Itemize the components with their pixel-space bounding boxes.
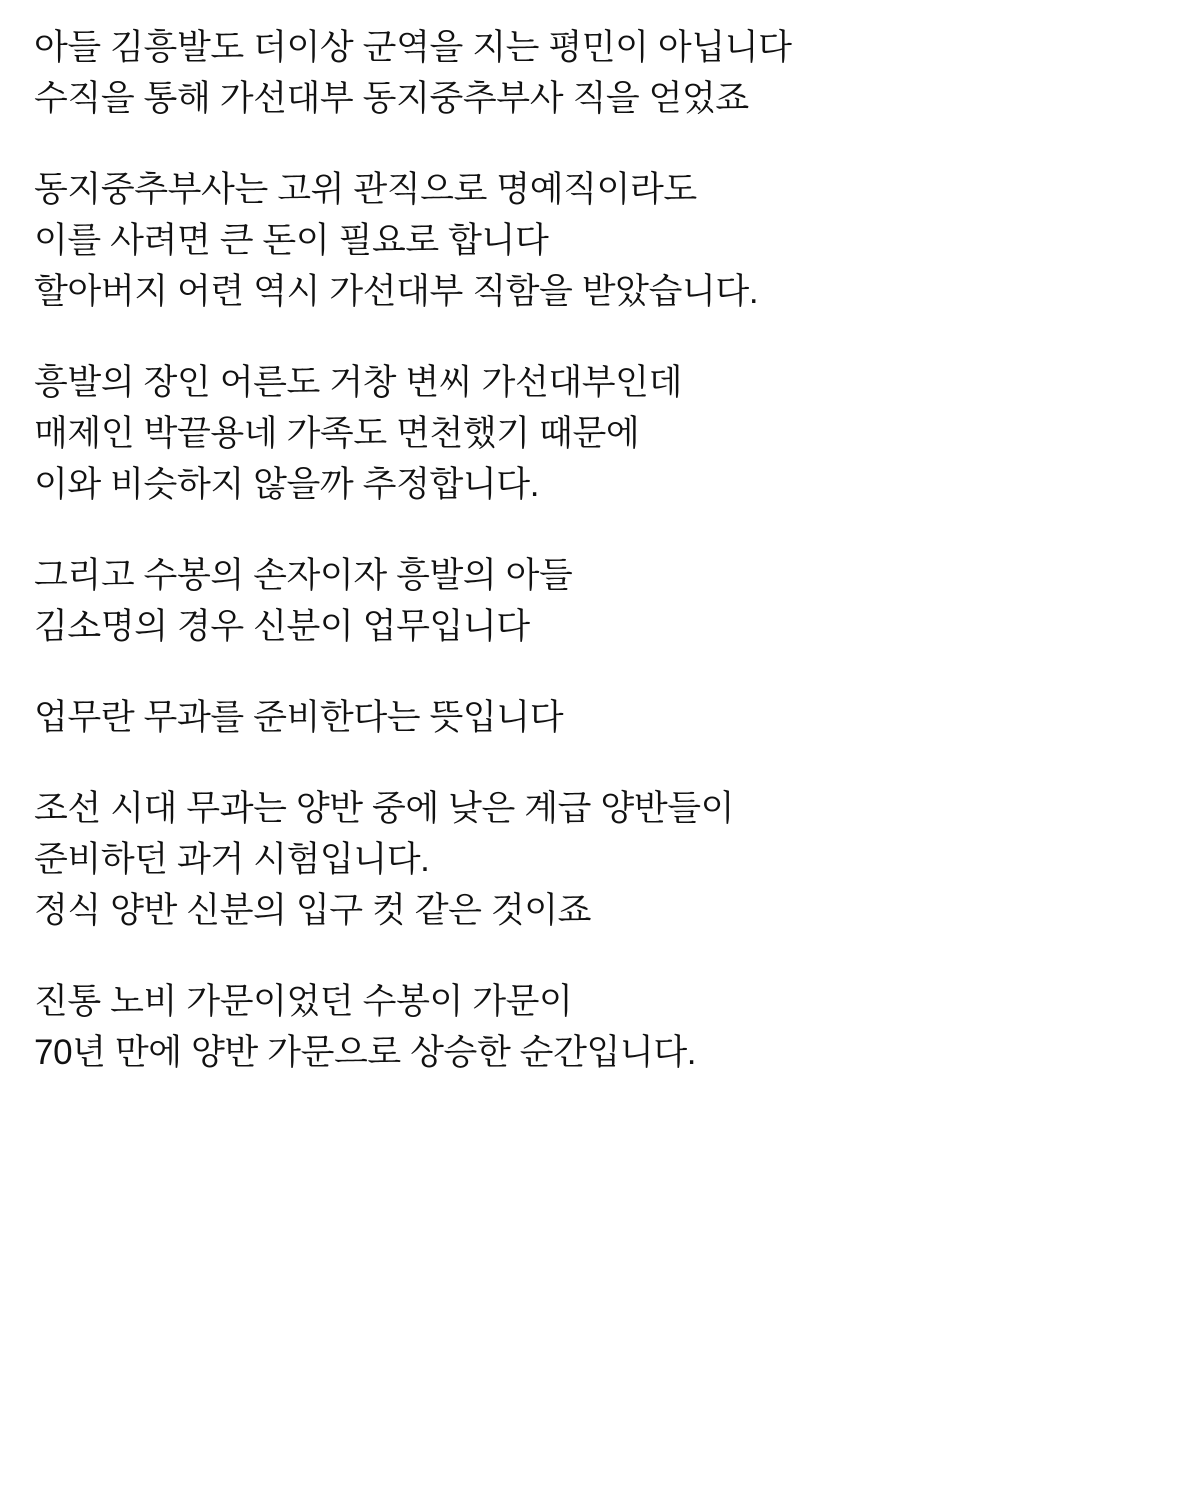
text-line: 준비하던 과거 시험입니다. [34,840,430,879]
paragraph-4 [34,550,1145,652]
text-line: 업무란 무과를 준비한다는 뜻입니다 [34,698,564,737]
text-line: 조선 시대 무과는 양반 중에 낮은 계급 양반들이 [34,789,735,828]
text-line: 이를 사려면 큰 돈이 필요로 합니다 [34,221,549,260]
text-line: 이와 비슷하지 않을까 추정합니다. [34,465,540,504]
text-line: 할아버지 어련 역시 가선대부 직함을 받았습니다. [34,272,759,311]
paragraph-7 [34,976,1145,1078]
text-line: 수직을 통해 가선대부 동지중추부사 직을 얻었죠 [34,79,749,118]
text-line: 김소명의 경우 신분이 업무입니다 [34,607,530,646]
text-line: 정식 양반 신분의 입구 컷 같은 것이죠 [34,891,592,930]
text-line: 70년 만에 양반 가문으로 상승한 순간입니다. [34,1033,697,1072]
paragraph-3 [34,357,1145,510]
text-line: 동지중추부사는 고위 관직으로 명예직이라도 [34,170,697,209]
text-line: 아들 김흥발도 더이상 군역을 지는 평민이 아닙니다 [34,28,792,67]
paragraph-2 [34,164,1145,317]
text-line: 그리고 수봉의 손자이자 흥발의 아들 [34,556,573,595]
paragraph-6 [34,783,1145,936]
paragraph-5 [34,692,1145,743]
paragraph-1 [34,22,1145,124]
text-line: 진통 노비 가문이었던 수봉이 가문이 [34,982,573,1021]
text-line: 흥발의 장인 어른도 거창 변씨 가선대부인데 [34,363,683,402]
document-body [34,22,1145,1078]
text-line: 매제인 박끝용네 가족도 면천했기 때문에 [34,414,640,453]
